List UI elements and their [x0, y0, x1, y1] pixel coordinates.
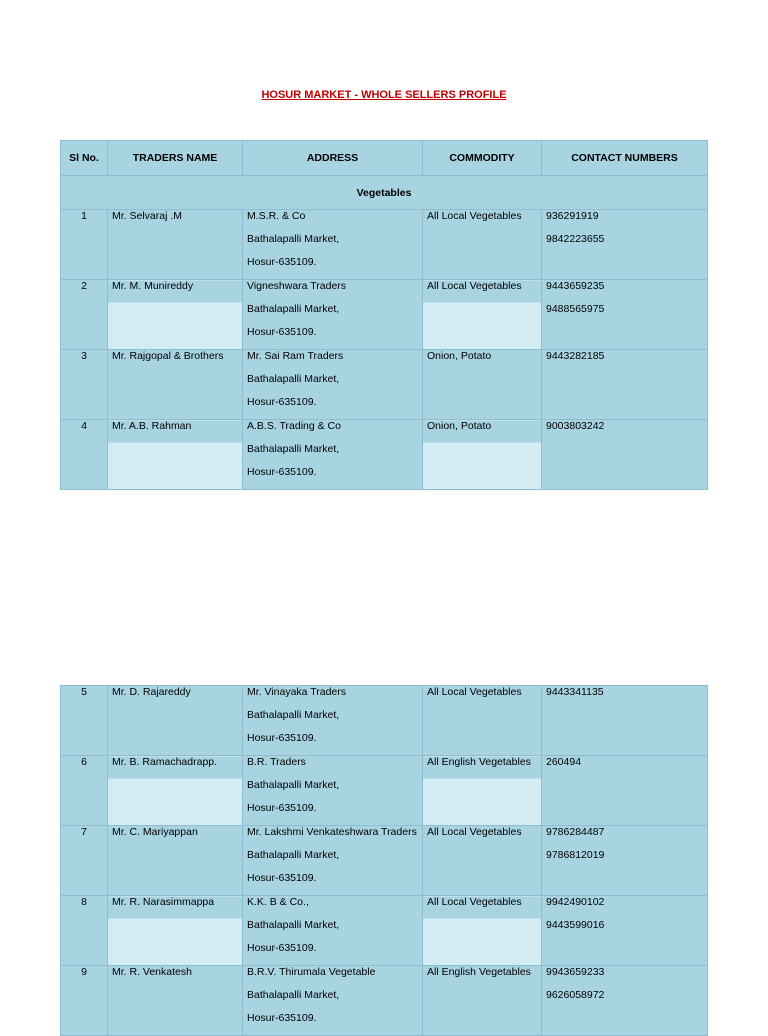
table-row: [61, 210, 708, 280]
address-line: Bathalapalli Market,: [247, 919, 340, 931]
address-cell: [243, 280, 423, 350]
sl-no: 6: [81, 756, 87, 768]
trader-name: Mr. D. Rajareddy: [112, 686, 191, 698]
trader-name-cell: [108, 280, 243, 350]
sl-no: 2: [81, 280, 87, 292]
address-line: Mr. Vinayaka Traders: [247, 686, 347, 698]
trader-name: Mr. R. Narasimmappa: [112, 896, 215, 908]
contact-number: 9443341135: [546, 686, 604, 698]
contact-number: 9443282185: [546, 350, 605, 362]
trader-name: Mr. M. Munireddy: [112, 280, 194, 292]
address-line: Hosur-635109.: [247, 256, 317, 268]
address-line: Bathalapalli Market,: [247, 779, 340, 791]
table-row: [61, 966, 708, 1036]
sl-no-cell: [61, 756, 108, 826]
address-cell: [243, 210, 423, 280]
address-line: B.R. Traders: [247, 756, 306, 768]
address-line: A.B.S. Trading & Co: [247, 420, 341, 432]
address-line: Bathalapalli Market,: [247, 233, 340, 245]
sl-no-cell: [61, 280, 108, 350]
trader-name-cell: [108, 420, 243, 490]
trader-name: Mr. C. Mariyappan: [112, 826, 198, 838]
commodity: All Local Vegetables: [427, 210, 522, 222]
contact-cell: [542, 280, 708, 350]
trader-name-cell: [108, 210, 243, 280]
commodity-cell: [423, 280, 542, 350]
address-cell: [243, 756, 423, 826]
trader-name-cell: [108, 826, 243, 896]
address-cell: [243, 966, 423, 1036]
address-line: Hosur-635109.: [247, 1012, 317, 1024]
commodity: Onion, Potato: [427, 350, 492, 362]
page-title: HOSUR MARKET - WHOLE SELLERS PROFILE: [261, 89, 507, 101]
contact-cell: [542, 210, 708, 280]
sl-no: 5: [81, 686, 87, 698]
commodity: All English Vegetables: [427, 966, 531, 978]
contact-cell: [542, 756, 708, 826]
commodity-cell: [423, 756, 542, 826]
sl-no-cell: [61, 350, 108, 420]
header-row: [61, 141, 708, 176]
address-line: Bathalapalli Market,: [247, 443, 340, 455]
sl-no-cell: [61, 686, 108, 756]
table-row: [61, 756, 708, 826]
address-line: K.K. B & Co.,: [247, 896, 309, 908]
table-row: [61, 686, 708, 756]
trader-name-cell: [108, 756, 243, 826]
wholesellers-table-2: [60, 685, 708, 1036]
contact-number: 9842223655: [546, 233, 605, 245]
contact-number: 9443659235: [546, 280, 605, 292]
contact-number: 9786812019: [546, 849, 605, 861]
address-line: Bathalapalli Market,: [247, 989, 340, 1001]
contact-cell: [542, 686, 708, 756]
commodity: All English Vegetables: [427, 756, 531, 768]
contact-number: 9943659233: [546, 966, 605, 978]
sl-no: 4: [81, 420, 87, 432]
wholesellers-table-1: [60, 140, 708, 490]
address-cell: [243, 350, 423, 420]
commodity: All Local Vegetables: [427, 896, 522, 908]
col-header-address: ADDRESS: [243, 141, 423, 176]
commodity-cell: [423, 350, 542, 420]
col-header-contact-numbers: CONTACT NUMBERS: [542, 141, 708, 176]
address-cell: [243, 896, 423, 966]
sl-no: 8: [81, 896, 87, 908]
commodity-cell: [423, 210, 542, 280]
address-line: Hosur-635109.: [247, 872, 317, 884]
commodity-cell: [423, 896, 542, 966]
contact-number: 9626058972: [546, 989, 605, 1001]
address-line: Bathalapalli Market,: [247, 849, 340, 861]
commodity: Onion, Potato: [427, 420, 492, 432]
sl-no-cell: [61, 420, 108, 490]
address-line: Hosur-635109.: [247, 326, 317, 338]
sl-no: 3: [81, 350, 87, 362]
commodity-cell: [423, 686, 542, 756]
contact-number: 936291919: [546, 210, 599, 222]
sl-no-cell: [61, 896, 108, 966]
sl-no: 9: [81, 966, 87, 978]
contact-cell: [542, 966, 708, 1036]
commodity: All Local Vegetables: [427, 826, 522, 838]
contact-cell: [542, 896, 708, 966]
col-header-commodity: COMMODITY: [423, 141, 542, 176]
address-line: Hosur-635109.: [247, 732, 317, 744]
sl-no-cell: [61, 210, 108, 280]
sl-no-cell: [61, 826, 108, 896]
address-cell: [243, 420, 423, 490]
address-cell: [243, 686, 423, 756]
commodity: All Local Vegetables: [427, 686, 522, 698]
address-line: Bathalapalli Market,: [247, 303, 340, 315]
trader-name-cell: [108, 350, 243, 420]
contact-cell: [542, 826, 708, 896]
table-row: [61, 280, 708, 350]
address-line: Mr. Sai Ram Traders: [247, 350, 344, 362]
address-line: B.R.V. Thirumala Vegetable: [247, 966, 376, 978]
commodity-cell: [423, 826, 542, 896]
address-line: Hosur-635109.: [247, 802, 317, 814]
address-line: M.S.R. & Co: [247, 210, 306, 222]
contact-number: 260494: [546, 756, 582, 768]
sl-no: 7: [81, 826, 87, 838]
trader-name: Mr. Rajgopal & Brothers: [112, 350, 224, 362]
trader-name: Mr. R. Venkatesh: [112, 966, 192, 978]
address-line: Vigneshwara Traders: [247, 280, 347, 292]
table-row: [61, 350, 708, 420]
table-row: [61, 826, 708, 896]
contact-number: 9488565975: [546, 303, 605, 315]
commodity-cell: [423, 966, 542, 1036]
table-row: [61, 420, 708, 490]
commodity-cell: [423, 420, 542, 490]
trader-name: Mr. A.B. Rahman: [112, 420, 192, 432]
contact-number: 9786284487: [546, 826, 605, 838]
trader-name-cell: [108, 686, 243, 756]
contact-number: 9443599016: [546, 919, 605, 931]
contact-number: 9942490102: [546, 896, 605, 908]
sl-no-cell: [61, 966, 108, 1036]
trader-name: Mr. B. Ramachadrapp.: [112, 756, 218, 768]
contact-cell: [542, 420, 708, 490]
trader-name-cell: [108, 966, 243, 1036]
contact-cell: [542, 350, 708, 420]
trader-name: Mr. Selvaraj .M: [112, 210, 183, 222]
table-row: [61, 896, 708, 966]
address-line: Hosur-635109.: [247, 396, 317, 408]
address-line: Mr. Lakshmi Venkateshwara Traders: [247, 826, 417, 838]
sl-no: 1: [81, 210, 87, 222]
contact-number: 9003803242: [546, 420, 605, 432]
section-label: Vegetables: [61, 176, 708, 210]
col-header-sl-no: Sl No.: [61, 141, 108, 176]
section-row: [61, 176, 708, 210]
trader-name-cell: [108, 896, 243, 966]
address-line: Bathalapalli Market,: [247, 709, 340, 721]
commodity: All Local Vegetables: [427, 280, 522, 292]
address-line: Hosur-635109.: [247, 466, 317, 478]
address-line: Hosur-635109.: [247, 942, 317, 954]
col-header-traders-name: TRADERS NAME: [108, 141, 243, 176]
address-cell: [243, 826, 423, 896]
address-line: Bathalapalli Market,: [247, 373, 340, 385]
